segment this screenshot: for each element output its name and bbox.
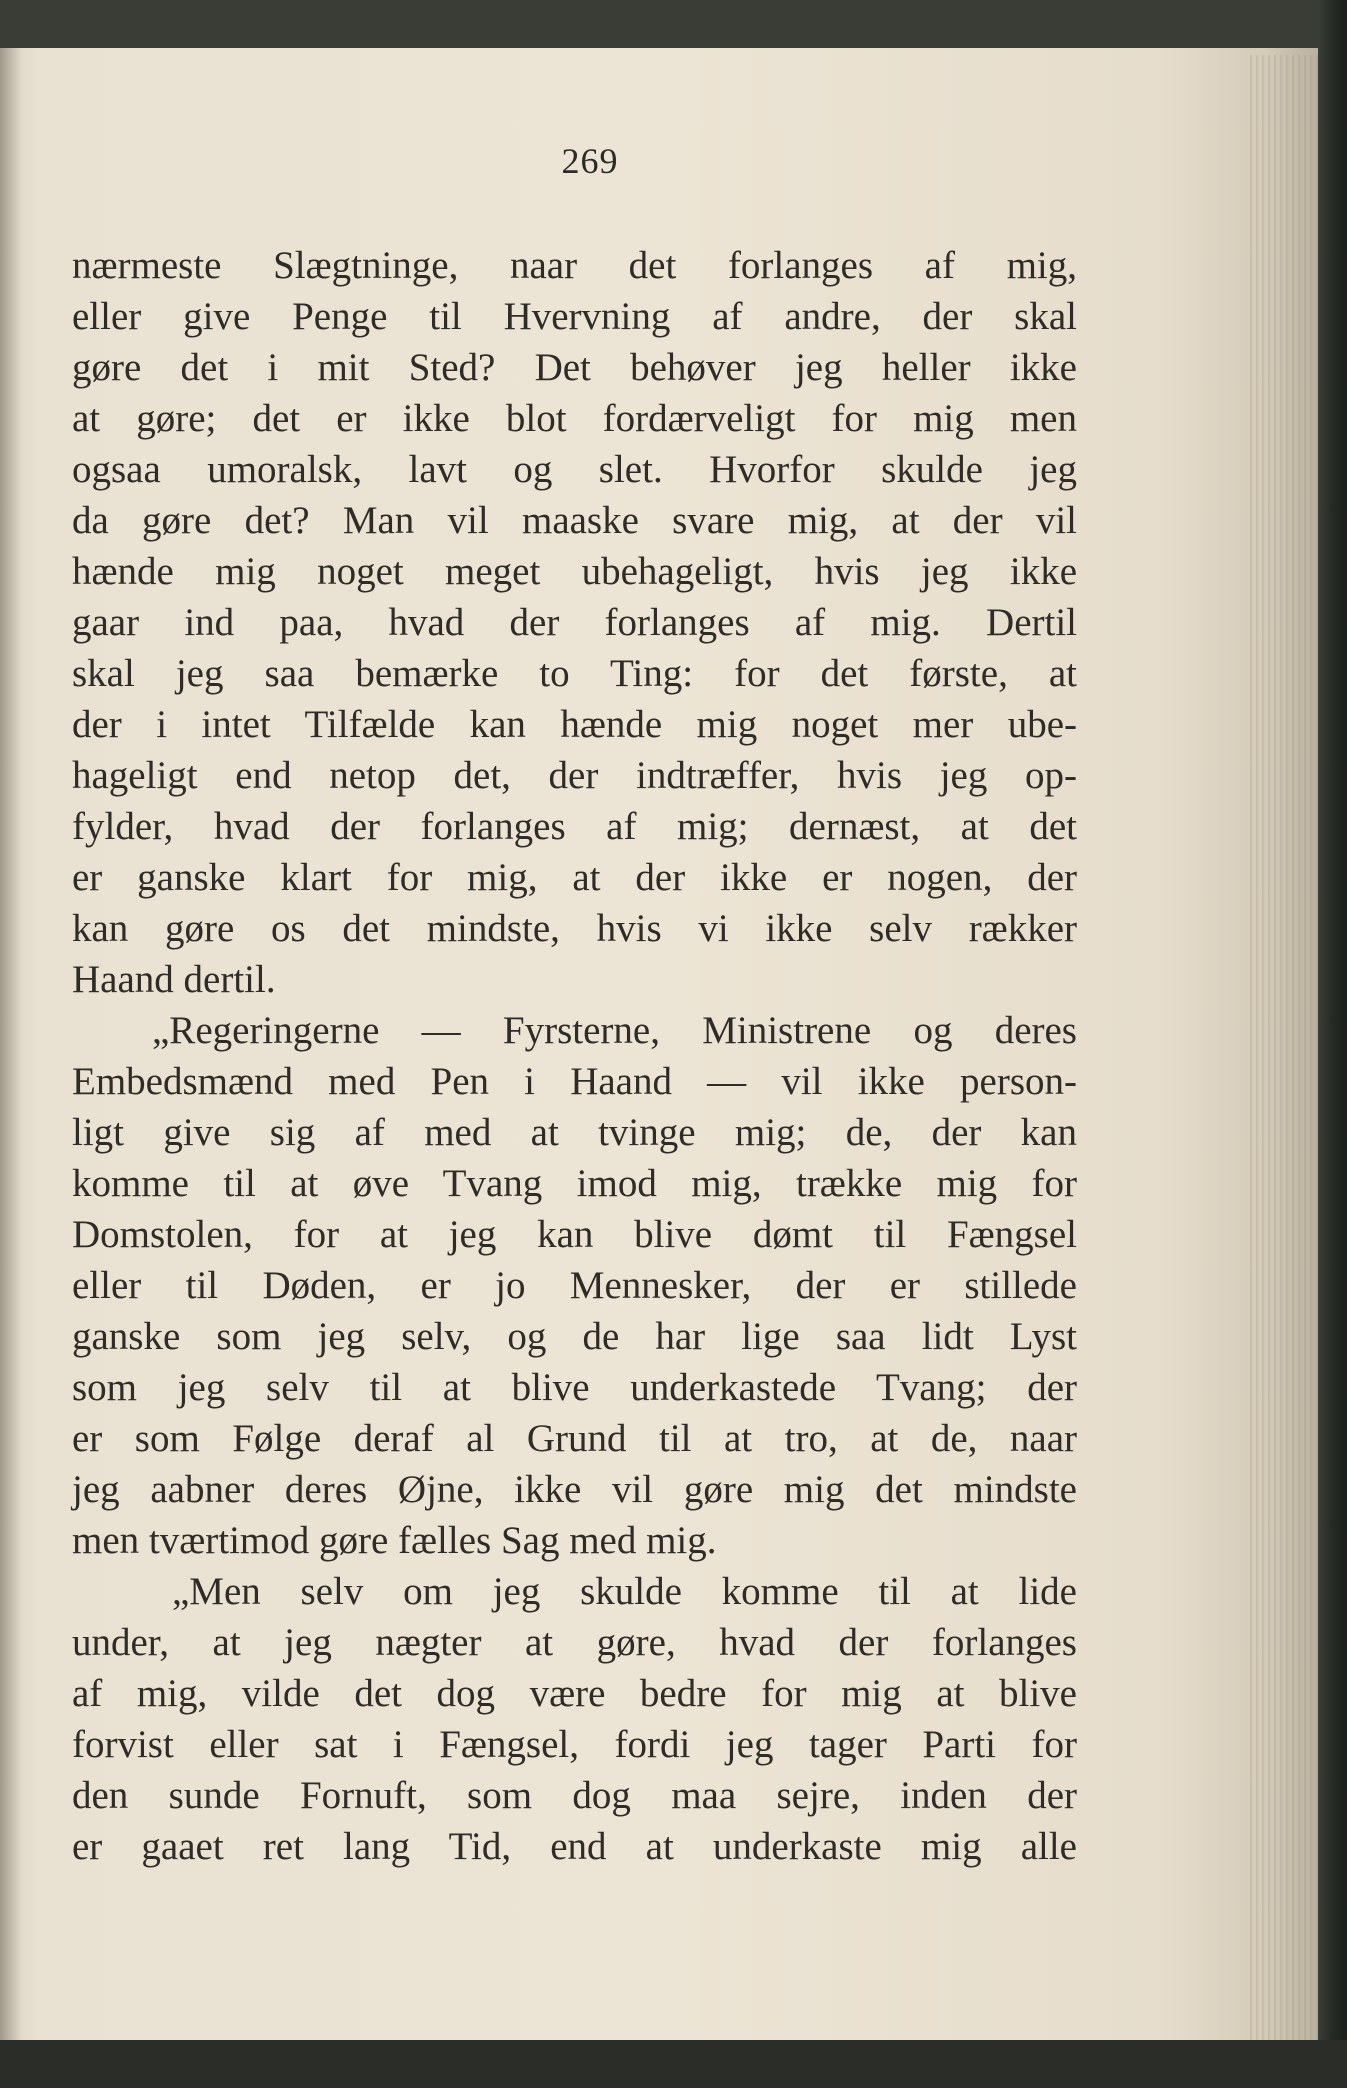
text-line: ganske som jeg selv, og de har lige saa lidt Lyst xyxy=(72,1315,1077,1358)
text-line: at gøre; det er ikke blot fordærveligt for mig men xyxy=(72,397,1077,440)
text-line: er ganske klart for mig, at der ikke er nogen, der xyxy=(72,856,1077,899)
text-line: den sunde Fornuft, som dog maa sejre, inden der xyxy=(72,1774,1077,1817)
spine-shadow xyxy=(0,48,22,2048)
text-line: af mig, vilde det dog være bedre for mig at blive xyxy=(72,1672,1077,1715)
text-line: Embedsmænd med Pen i Haand — vil ikke person- xyxy=(72,1060,1077,1103)
text-line: „Regeringerne — Fyrsterne, Ministrene og deres xyxy=(152,1009,1077,1052)
text-line: Haand dertil. xyxy=(72,958,276,1001)
text-line: ogsaa umoralsk, lavt og slet. Hvorfor skulde jeg xyxy=(72,448,1077,491)
text-line: skal jeg saa bemærke to Ting: for det første, at xyxy=(72,652,1077,695)
text-line: fylder, hvad der forlanges af mig; dernæst, at det xyxy=(72,805,1077,848)
text-line: men tværtimod gøre fælles Sag med mig. xyxy=(72,1519,717,1562)
text-line: gaar ind paa, hvad der forlanges af mig. Dertil xyxy=(72,601,1077,644)
book-cover-bottom xyxy=(0,2040,1347,2088)
text-line: hageligt end netop det, der indtræffer, hvis jeg op- xyxy=(72,754,1077,797)
text-line: ligt give sig af med at tvinge mig; de, der kan xyxy=(72,1111,1077,1154)
text-line: jeg aabner deres Øjne, ikke vil gøre mig det mindste xyxy=(72,1468,1077,1511)
text-line: da gøre det? Man vil maaske svare mig, at der vil xyxy=(72,499,1077,542)
text-line: gøre det i mit Sted? Det behøver jeg heller ikke xyxy=(72,346,1077,389)
text-line: nærmeste Slægtninge, naar det forlanges af mig, xyxy=(72,244,1077,287)
text-line: eller til Døden, er jo Mennesker, der er stillede xyxy=(72,1264,1077,1307)
text-line: hænde mig noget meget ubehageligt, hvis jeg ikke xyxy=(72,550,1077,593)
text-line: under, at jeg nægter at gøre, hvad der forlanges xyxy=(72,1621,1077,1664)
text-line: som jeg selv til at blive underkastede Tvang; der xyxy=(72,1366,1077,1409)
text-line: Domstolen, for at jeg kan blive dømt til Fængsel xyxy=(72,1213,1077,1256)
book-cover-edge xyxy=(1318,0,1347,2088)
text-line: eller give Penge til Hvervning af andre, der skal xyxy=(72,295,1077,338)
text-line: der i intet Tilfælde kan hænde mig noget mer ube- xyxy=(72,703,1077,746)
page-edge-stack xyxy=(1250,55,1322,2040)
text-line: er som Følge deraf al Grund til at tro, at de, naar xyxy=(72,1417,1077,1460)
page-number: 269 xyxy=(561,141,619,181)
body-text xyxy=(72,240,1077,1872)
text-line: er gaaet ret lang Tid, end at underkaste mig alle xyxy=(72,1825,1077,1868)
text-line: kan gøre os det mindste, hvis vi ikke selv rækker xyxy=(72,907,1077,950)
text-line: forvist eller sat i Fængsel, fordi jeg tager Parti for xyxy=(72,1723,1077,1766)
text-line: „Men selv om jeg skulde komme til at lide xyxy=(172,1570,1077,1613)
text-line: komme til at øve Tvang imod mig, trække mig for xyxy=(72,1162,1077,1205)
